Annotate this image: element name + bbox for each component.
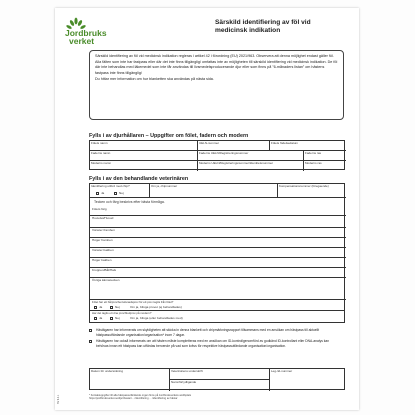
signature-table [89,368,345,390]
sample-no-label: Nej [115,305,120,309]
info-more-link-text: Du hittar mer information om hur blanketten ska användas på nästa sida. [95,77,214,82]
footnote [89,394,345,401]
mother-no-label: Nej [115,316,120,320]
comp-number-field[interactable]: Kompensationsnummer (föregaende) [278,184,346,198]
title-line1: Särskild identifiering av föl vid [215,19,311,26]
chip-no-label: Nej [119,191,124,195]
chip-no-checkbox[interactable] [114,192,117,195]
info-box [89,50,344,120]
marking-field-label: Höger framben [92,238,113,242]
logo-line1: Jordbruks [65,28,107,38]
title-line2: medicinsk indikation [215,27,281,34]
chip-yes-label: Ja [101,191,105,195]
foal-name-field[interactable]: Fölets namn [90,141,198,151]
marking-field-label: Övriga kännetecken [92,278,120,282]
vet-table [89,183,345,311]
note1-text: Hästägaren har informerats om skyldigheten att skicka in denna blankett och chipmärkningsrapport tillsammans med en ansökan om hästpass till aktuellt hästpassutfärdande organisation/organisation* inom 7 dagar. [96,328,320,337]
exam-date-field[interactable]: Datum för undersökning [90,369,170,391]
mother-no-checkbox[interactable] [110,317,113,320]
father-name-field[interactable]: Faderns namn [90,151,198,161]
sample-yes-label: Ja [99,305,103,309]
note1-checkbox[interactable] [89,329,92,332]
marking-field-label: Höger bakben [92,258,112,262]
footnote-line1: * Kontaktuppgifter till alla hästpassutfärdande organ finns på Jordbruksverkets webbplats [89,394,192,397]
footnote-link[interactable]: https://jordbruksverket.se/djur/hastar/... /identifiering ... /identifiering av hästar [89,397,178,401]
marking-field-label: Huvudet/Huvud [92,216,114,220]
side-code: SV 6.2.1 [57,394,60,404]
page-title [215,19,355,35]
father-ueln-field[interactable]: Faderns UELN/Registreringsnummer [198,151,304,161]
note2-text: Hästägaren har också informerats om att hästen måste kompletteras med en ansökan om ID-kontrollgenomförd av godkänd ID-kontrollant eller DNA-analys kan behövas innan ett hästpass kan utfärdas beroende på vad som krävs för respektive hästpassutfärdande organisation/organisation. [96,339,330,348]
chip-yes-checkbox[interactable] [96,192,99,195]
section-vet-title: Fylls i av den behandlande veterinären [89,176,189,182]
mother-name-field[interactable]: Moderns namn [90,161,198,171]
logo-line2: verket [69,36,95,46]
mother-sample-question: Har det tagits ett dna prov/blodprov på modern? [92,311,152,315]
vet-id-field[interactable]: Leg-/id-nummer [271,368,293,373]
marking-field-label: Kroppen/Bål/Hals [92,268,117,272]
sample-no-checkbox[interactable] [110,306,113,309]
foal-birthdate-field[interactable]: Fölets födelsedatum [270,141,346,151]
sample-yes-checkbox[interactable] [94,306,97,309]
chip-number-field[interactable]: Om ja, chipnummer [150,184,278,198]
marking-field-label: Vänster bakben [92,248,114,252]
owner-table [89,140,345,170]
vet-signature-field[interactable]: Veterinärens underskrift [170,369,270,380]
mother-yes-label: Ja [99,316,103,320]
sample-question: Fölet har ett hårprov/benvävnadsprov för ett prov tagits från fölet? [92,300,174,304]
chip-question-label: Identifiering utförd med chip? [91,183,130,188]
mother-breed-field[interactable]: Moderns ras [305,160,322,165]
marking-field-label: Vänster framben [92,228,115,232]
info-paragraph: Särskild identifiering av föl vid medicinsk indikation regleras i artikel 42 i förordning (EU) 2021/963. Observera att denna möjlighet endast gäller föl. Alla fälten som inte har fastpass eller där det inte finns tillgänglig/ omfattas inte av möjligheten till särskild identifiering vid medicinsk indikation. De föl där inte behandlas med läkemedel som inte får användas till livsmedelsproducerande djur eller som finns på "6-månaders listan" om hästens fastpass inte finns tillgänglig/ [95,54,338,75]
jordbruksverket-logo [61,16,123,52]
note2-checkbox[interactable] [89,340,92,343]
ueln-field[interactable]: UELN-nummer [198,141,270,151]
form-page [55,8,359,410]
notes-block [89,328,339,348]
vet-name-field[interactable]: Namnförtydligande [170,380,270,391]
sample-note: Om ja, bifoga provet (ej behandlades) [130,305,182,309]
marks-intro: Tecken och färg beskrivs efter bästa förmåga. [94,200,165,204]
section-owner-title: Fylls i av djurhållaren – Uppgifter om fölet, fadern och modern [89,133,249,139]
mother-sample-row [89,311,345,323]
mother-yes-checkbox[interactable] [94,317,97,320]
mother-ueln-field[interactable]: Moderns UELN/Registreringsnummer/Identitetsnummer [198,161,304,171]
father-breed-field[interactable]: Faderns ras [304,151,346,161]
marking-field-label: Fölets färg [92,207,107,211]
mother-sample-note: Om ja, bifoga (eller behandlades med) [130,316,183,320]
